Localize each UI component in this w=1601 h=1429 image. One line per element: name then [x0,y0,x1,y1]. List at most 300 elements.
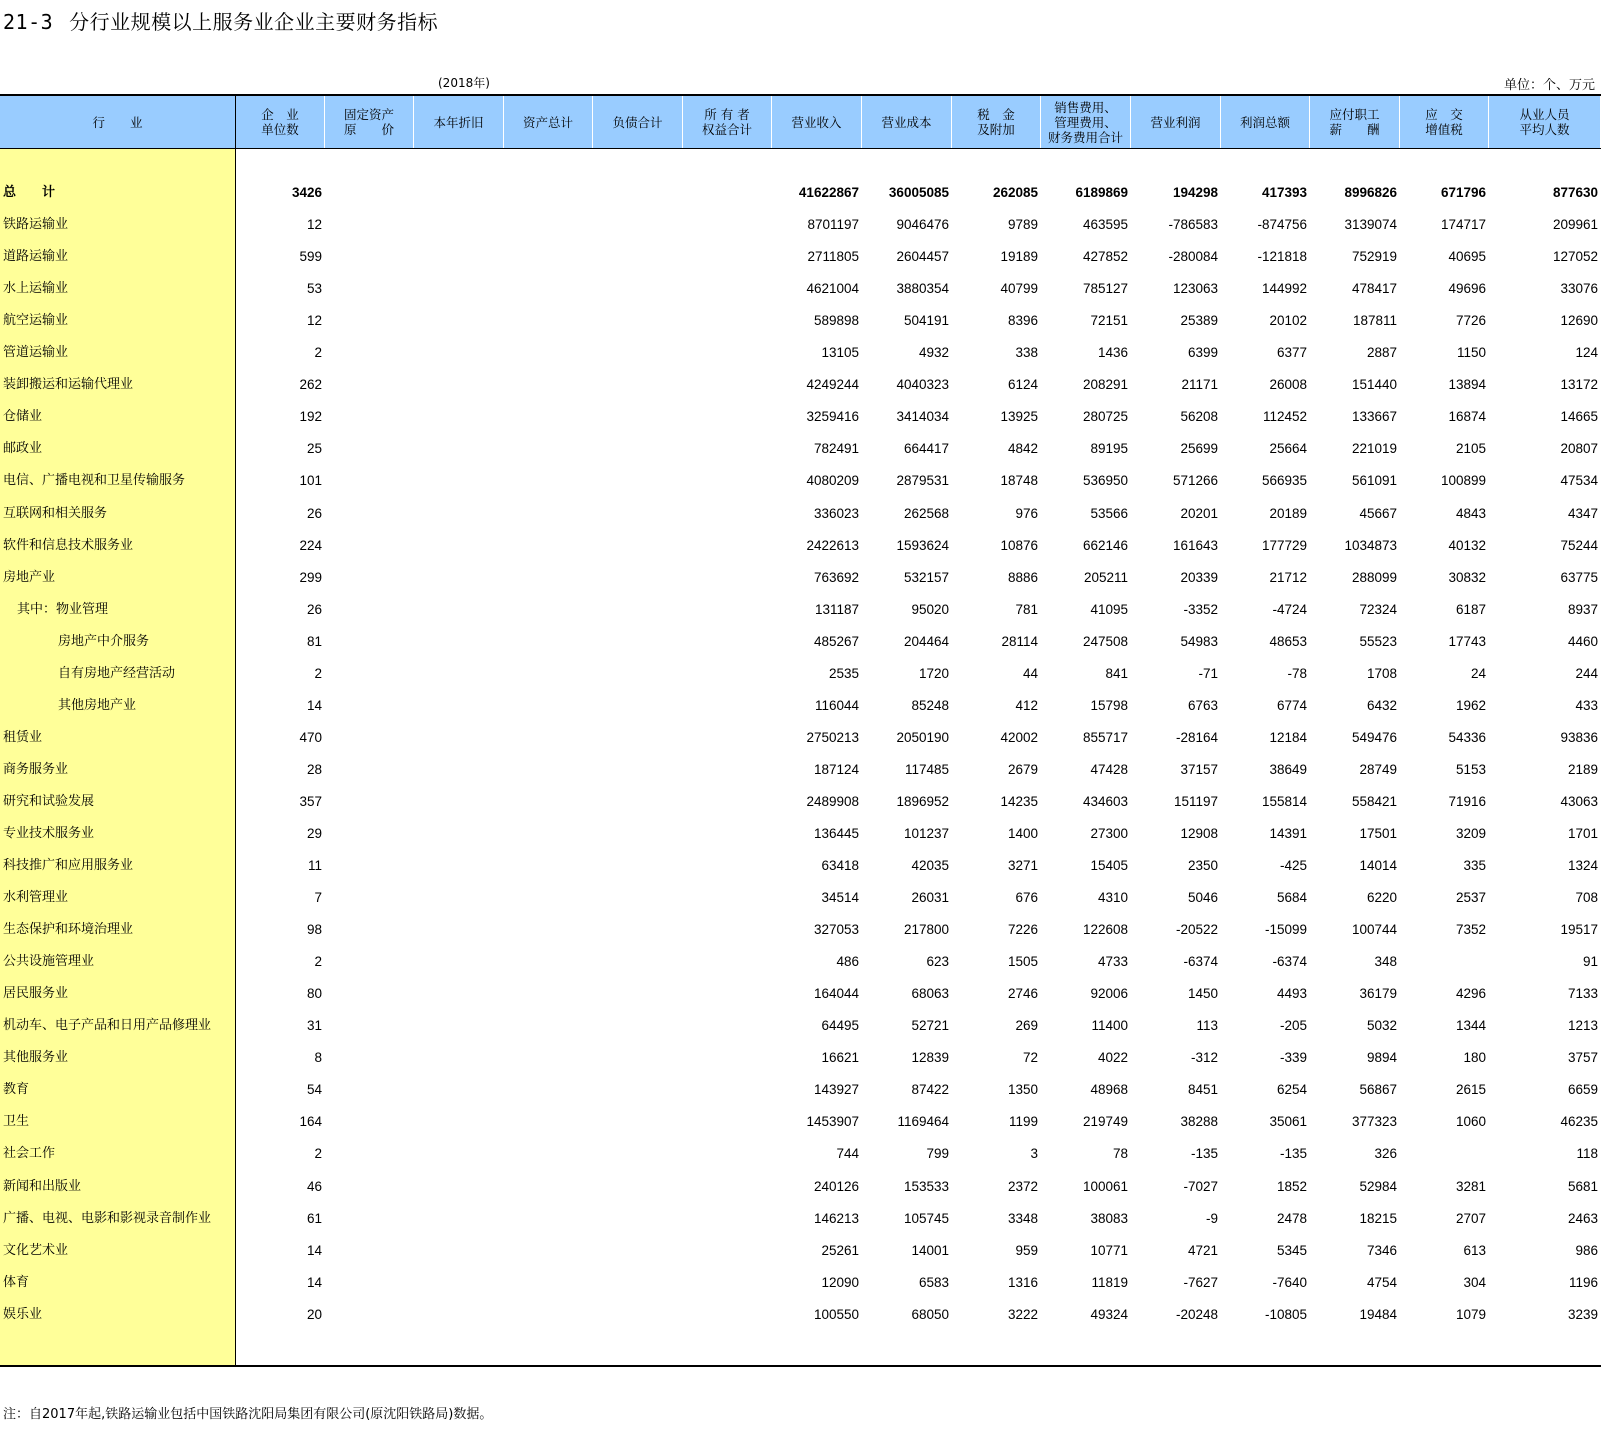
table-row [0,1207,1601,1231]
table-row [0,758,1601,782]
value-cell: 44 [1022,666,1038,681]
value-cell: 17743 [1448,634,1486,649]
header-cell: 应 交 增值税 [1400,96,1489,148]
industry-name: 房地产业 [3,570,56,585]
industry-name: 其他服务业 [3,1050,69,1065]
value-cell: 599 [299,249,322,264]
value-cell: 1505 [1007,954,1038,969]
value-cell: 417393 [1261,185,1307,200]
value-cell: 2535 [828,666,859,681]
value-cell: 221019 [1351,441,1397,456]
value-cell: 14391 [1269,826,1307,841]
value-cell: 1708 [1366,666,1397,681]
value-cell: 13105 [821,345,859,360]
table-row [0,1110,1601,1134]
value-cell: 799 [926,1146,949,1161]
header-cell: 负债合计 [593,96,683,148]
value-cell: 46235 [1560,1114,1598,1129]
value-cell: 2679 [1007,762,1038,777]
value-cell: 25664 [1269,441,1307,456]
value-cell: -20248 [1175,1307,1218,1322]
value-cell: 708 [1575,890,1598,905]
value-cell: 8451 [1187,1082,1218,1097]
value-cell: 204464 [903,634,949,649]
value-cell: 14 [306,1243,322,1258]
value-cell: 4733 [1097,954,1128,969]
table-row [0,469,1601,493]
value-cell: 9894 [1366,1050,1397,1065]
header-cell: 利润总额 [1221,96,1310,148]
table-row [0,534,1601,558]
industry-name: 租赁业 [3,730,43,745]
value-cell: 4842 [1007,441,1038,456]
value-cell: 2050190 [896,730,949,745]
value-cell: 348 [1374,954,1397,969]
value-cell: 56867 [1359,1082,1397,1097]
value-cell: 1593624 [896,538,949,553]
value-cell: -6374 [1183,954,1218,969]
value-cell: 112452 [1262,409,1307,424]
value-cell: 335 [1463,858,1486,873]
value-cell: 100061 [1082,1179,1128,1194]
value-cell: 33076 [1560,281,1598,296]
value-cell: 558421 [1351,794,1397,809]
value-cell: 327053 [813,922,859,937]
value-cell: 63775 [1560,570,1598,585]
value-cell: 49696 [1448,281,1486,296]
value-cell: 10771 [1090,1243,1128,1258]
value-cell: 36179 [1359,986,1397,1001]
industry-name: 软件和信息技术服务业 [3,538,134,553]
value-cell: 151440 [1351,377,1397,392]
value-cell: 2189 [1567,762,1598,777]
header-cell: 企 业 单位数 [236,96,325,148]
value-cell: 187124 [813,762,859,777]
value-cell: 47534 [1560,473,1598,488]
table-row [0,181,1601,205]
value-cell: 3426 [291,185,322,200]
value-cell: 28749 [1359,762,1397,777]
value-cell: 27300 [1090,826,1128,841]
value-cell: 623 [926,954,949,969]
header-cell: 应付职工 薪 酬 [1310,96,1400,148]
value-cell: 101 [299,473,322,488]
value-cell: 116044 [814,698,859,713]
value-cell: 117485 [904,762,949,777]
value-cell: 3259416 [806,409,859,424]
value-cell: 20 [306,1307,322,1322]
value-cell: 95020 [911,602,949,617]
value-cell: 71916 [1448,794,1486,809]
value-cell: 217800 [903,922,949,937]
industry-name: 机动车、电子产品和日用产品修理业 [3,1018,212,1033]
value-cell: 566935 [1261,473,1307,488]
value-cell: 304 [1463,1275,1486,1290]
value-cell: 13925 [1000,409,1038,424]
value-cell: -135 [1190,1146,1218,1161]
value-cell: 56208 [1180,409,1218,424]
unit-label: 单位：个、万元 [1503,78,1595,93]
value-cell: 2478 [1276,1211,1307,1226]
value-cell: 92006 [1090,986,1128,1001]
value-cell: 2707 [1455,1211,1486,1226]
table-row [0,309,1601,333]
table-title-text: 分行业规模以上服务业企业主要财务指标 [69,10,439,34]
value-cell: 42002 [1000,730,1038,745]
value-cell: 463595 [1082,217,1128,232]
value-cell: 4721 [1187,1243,1218,1258]
table-row [0,1078,1601,1102]
value-cell: 247508 [1082,634,1128,649]
value-cell: 122608 [1082,922,1128,937]
value-cell: 2372 [1007,1179,1038,1194]
table-row [0,822,1601,846]
value-cell: 240126 [813,1179,859,1194]
value-cell: 478417 [1351,281,1397,296]
value-cell: 7133 [1567,986,1598,1001]
value-cell: 21171 [1181,377,1218,392]
value-cell: 37157 [1180,762,1218,777]
table-row [0,213,1601,237]
value-cell: 532157 [903,570,949,585]
value-cell: 161643 [1172,538,1218,553]
value-cell: 78 [1112,1146,1128,1161]
value-cell: 7346 [1366,1243,1397,1258]
industry-name: 自有房地产经营活动 [58,666,176,681]
value-cell: 54336 [1448,730,1486,745]
industry-name: 新闻和出版业 [3,1179,82,1194]
value-cell: 21712 [1269,570,1307,585]
table-header [0,96,1601,148]
industry-name: 水利管理业 [3,890,69,905]
header-cell: 本年折旧 [414,96,504,148]
value-cell: 14 [306,1275,322,1290]
value-cell: 45667 [1359,506,1397,521]
value-cell: 144992 [1261,281,1307,296]
value-cell: 1316 [1007,1275,1038,1290]
value-cell: 151197 [1173,794,1218,809]
value-cell: 133667 [1351,409,1397,424]
header-cell: 营业成本 [862,96,952,148]
value-cell: 434603 [1082,794,1128,809]
value-cell: 9789 [1007,217,1038,232]
value-cell: 25 [306,441,322,456]
value-cell: 3348 [1007,1211,1038,1226]
value-cell: 224 [299,538,322,553]
value-cell: 127052 [1552,249,1598,264]
table-row [0,341,1601,365]
table-row [0,437,1601,461]
value-cell: 571266 [1172,473,1218,488]
table-row [0,950,1601,974]
value-cell: 470 [299,730,322,745]
value-cell: 91 [1582,954,1598,969]
value-cell: 208291 [1082,377,1128,392]
industry-name: 卫生 [3,1114,30,1129]
value-cell: 5684 [1276,890,1307,905]
value-cell: 164044 [813,986,859,1001]
value-cell: -9 [1205,1211,1218,1226]
value-cell: 1896952 [896,794,949,809]
value-cell: 146213 [813,1211,859,1226]
industry-name: 教育 [3,1082,30,1097]
industry-name: 科技推广和应用服务业 [3,858,134,873]
value-cell: 48653 [1269,634,1307,649]
value-cell: 43063 [1560,794,1598,809]
table-row [0,405,1601,429]
value-cell: 143927 [813,1082,859,1097]
value-cell: 20807 [1560,441,1598,456]
value-cell: 52984 [1359,1179,1397,1194]
header-cell: 行 业 [0,96,236,148]
table-row [0,918,1601,942]
value-cell: 288099 [1351,570,1397,585]
value-cell: 54 [306,1082,322,1097]
table-row [0,1142,1601,1166]
value-cell: 8396 [1007,313,1038,328]
value-cell: 124 [1575,345,1598,360]
value-cell: 18215 [1359,1211,1397,1226]
value-cell: 357 [299,794,322,809]
header-cell: 营业收入 [772,96,862,148]
value-cell: 85248 [911,698,949,713]
value-cell: 19517 [1560,922,1598,937]
value-cell: 785127 [1082,281,1128,296]
value-cell: 14001 [911,1243,949,1258]
table-row [0,662,1601,686]
value-cell: 34514 [821,890,859,905]
value-cell: 561091 [1351,473,1397,488]
value-cell: -425 [1279,858,1307,873]
value-cell: 3239 [1567,1307,1598,1322]
table-row [0,630,1601,654]
value-cell: 5681 [1567,1179,1598,1194]
value-cell: 763692 [813,570,859,585]
value-cell: 959 [1015,1243,1038,1258]
value-cell: 101237 [903,826,949,841]
industry-name: 文化艺术业 [3,1243,69,1258]
value-cell: 28 [306,762,322,777]
value-cell: 16874 [1448,409,1486,424]
value-cell: 6399 [1187,345,1218,360]
value-cell: 877630 [1552,185,1598,200]
value-cell: 30832 [1448,570,1486,585]
value-cell: 855717 [1082,730,1128,745]
value-cell: 2350 [1187,858,1218,873]
value-cell: 613 [1463,1243,1486,1258]
value-cell: 1852 [1276,1179,1307,1194]
value-cell: 326 [1374,1146,1397,1161]
value-cell: 219749 [1082,1114,1128,1129]
industry-name: 总 计 [3,185,56,200]
industry-name: 航空运输业 [3,313,69,328]
value-cell: 38649 [1269,762,1307,777]
header-cell: 从业人员 平均人数 [1489,96,1601,148]
value-cell: 113 [1196,1018,1218,1033]
value-cell: 3281 [1455,1179,1486,1194]
value-cell: 18748 [1000,473,1038,488]
value-cell: 205211 [1083,570,1128,585]
industry-name: 邮政业 [3,441,43,456]
value-cell: 81 [306,634,322,649]
value-cell: 1034873 [1344,538,1397,553]
table-row [0,1239,1601,1263]
value-cell: 42035 [911,858,949,873]
value-cell: 93836 [1560,730,1598,745]
value-cell: 1150 [1456,345,1486,360]
value-cell: 68050 [911,1307,949,1322]
table-row [0,502,1601,526]
table-row [0,726,1601,750]
value-cell: 25699 [1180,441,1218,456]
industry-name: 房地产中介服务 [58,634,150,649]
value-cell: 20339 [1180,570,1218,585]
value-cell: 98 [306,922,322,937]
value-cell: 1701 [1567,826,1598,841]
value-cell: 35061 [1269,1114,1307,1129]
value-cell: 2537 [1455,890,1486,905]
value-cell: -71 [1198,666,1218,681]
value-cell: 25389 [1180,313,1218,328]
value-cell: 2879531 [896,473,949,488]
value-cell: 26031 [911,890,949,905]
value-cell: 1720 [918,666,949,681]
value-cell: 12839 [911,1050,949,1065]
value-cell: 262568 [903,506,949,521]
bottom-rule [0,1365,1601,1367]
header-cell: 税 金 及附加 [952,96,1041,148]
value-cell: 100550 [813,1307,859,1322]
value-cell: 2750213 [806,730,859,745]
value-cell: 244 [1575,666,1598,681]
value-cell: 87422 [911,1082,949,1097]
industry-name: 研究和试验发展 [3,794,95,809]
table-row [0,982,1601,1006]
table-row [0,1046,1601,1070]
value-cell: 3880354 [896,281,949,296]
value-cell: 2615 [1455,1082,1486,1097]
value-cell: 40799 [1000,281,1038,296]
value-cell: -339 [1279,1050,1307,1065]
value-cell: 8937 [1567,602,1598,617]
value-cell: 262085 [992,185,1038,200]
value-cell: -121818 [1257,249,1307,264]
value-cell: 54983 [1180,634,1218,649]
table-number: 21-3 [3,10,54,34]
value-cell: 8 [314,1050,322,1065]
value-cell: 6583 [918,1275,949,1290]
table-title [3,6,438,35]
value-cell: 5032 [1366,1018,1397,1033]
value-cell: 1079 [1455,1307,1486,1322]
value-cell: 4347 [1567,506,1598,521]
value-cell: 26 [306,506,322,521]
value-cell: 40695 [1448,249,1486,264]
value-cell: 549476 [1351,730,1397,745]
value-cell: -280084 [1168,249,1218,264]
value-cell: 1350 [1007,1082,1038,1097]
value-cell: 20189 [1269,506,1307,521]
value-cell: 12090 [821,1275,859,1290]
value-cell: 1324 [1567,858,1598,873]
value-cell: 2463 [1567,1211,1598,1226]
value-cell: 744 [836,1146,859,1161]
value-cell: -205 [1279,1018,1307,1033]
industry-name: 专业技术服务业 [3,826,95,841]
value-cell: 8886 [1007,570,1038,585]
value-cell: 14014 [1359,858,1397,873]
value-cell: 1453907 [806,1114,859,1129]
value-cell: 52721 [911,1018,949,1033]
value-cell: 19189 [1000,249,1038,264]
value-cell: 48968 [1090,1082,1128,1097]
value-cell: 29 [306,826,322,841]
value-cell: 6254 [1276,1082,1307,1097]
value-cell: 4754 [1366,1275,1397,1290]
value-cell: 3209 [1455,826,1486,841]
value-cell: 1962 [1455,698,1486,713]
value-cell: 1060 [1455,1114,1486,1129]
value-cell: 4460 [1567,634,1598,649]
value-cell: 664417 [903,441,949,456]
industry-name: 公共设施管理业 [3,954,95,969]
value-cell: -7627 [1183,1275,1218,1290]
value-cell: 338 [1015,345,1038,360]
value-cell: 5046 [1187,890,1218,905]
value-cell: 280725 [1082,409,1128,424]
value-cell: 782491 [813,441,859,456]
value-cell: 6187 [1455,602,1486,617]
value-cell: 26008 [1269,377,1307,392]
value-cell: 14665 [1560,409,1598,424]
value-cell: 24 [1470,666,1486,681]
value-cell: 986 [1575,1243,1598,1258]
value-cell: 13894 [1448,377,1486,392]
value-cell: 4022 [1097,1050,1128,1065]
value-cell: 63418 [821,858,859,873]
industry-name: 互联网和相关服务 [3,506,108,521]
value-cell: 72 [1022,1050,1038,1065]
value-cell: 486 [836,954,859,969]
value-cell: 36005085 [888,185,949,200]
value-cell: 11400 [1091,1018,1128,1033]
table-row [0,854,1601,878]
header-cell: 所 有 者 权益合计 [683,96,772,148]
value-cell: 589898 [813,313,859,328]
year-label: (2018年) [438,76,490,90]
value-cell: 11819 [1091,1275,1128,1290]
value-cell: 49324 [1090,1307,1128,1322]
value-cell: 4932 [918,345,949,360]
value-cell: 504191 [903,313,949,328]
value-cell: 5345 [1276,1243,1307,1258]
value-cell: 3414034 [896,409,949,424]
industry-name: 其中：物业管理 [17,602,109,617]
value-cell: 3 [1030,1146,1038,1161]
value-cell: 15405 [1090,858,1128,873]
value-cell: 4310 [1097,890,1128,905]
value-cell: 41622867 [798,185,859,200]
value-cell: 485267 [813,634,859,649]
table-row [0,790,1601,814]
industry-name: 居民服务业 [3,986,69,1001]
value-cell: 8996826 [1344,185,1397,200]
value-cell: 53566 [1090,506,1128,521]
value-cell: 38288 [1180,1114,1218,1129]
value-cell: 2489908 [806,794,859,809]
value-cell: 46 [306,1179,322,1194]
value-cell: 75244 [1560,538,1598,553]
